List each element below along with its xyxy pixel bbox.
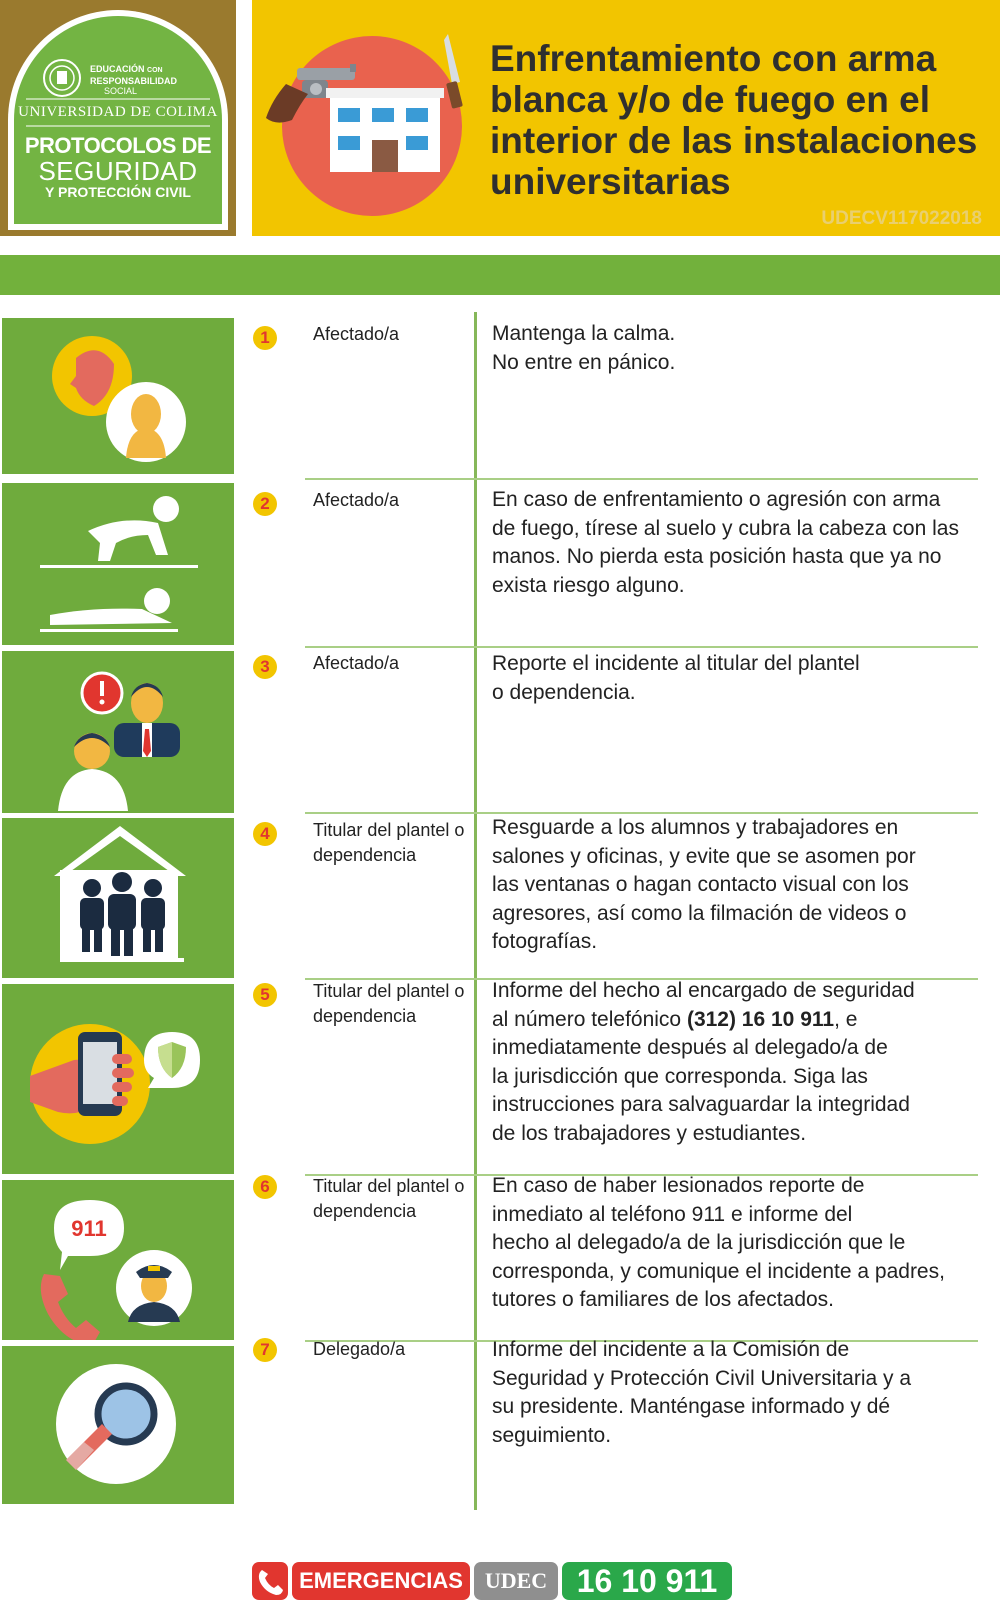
step-6-line-3: hecho al delegado/a de la jurisdicción que le (492, 1231, 906, 1254)
step-3-number: 3 (253, 655, 277, 679)
step-1-illustration (2, 318, 234, 474)
step-4-line-3: las ventanas o hagan contacto visual con los (492, 873, 909, 896)
step-1-actor: Afectado/a (313, 324, 400, 344)
step-5-line-2-end: , e (834, 1007, 858, 1031)
step-5-instruction (492, 977, 982, 1148)
protocol-line3: Y PROTECCIÓN CIVIL (45, 184, 191, 200)
phone-security-shield-icon (2, 984, 234, 1174)
step-4-line-5: fotografías. (492, 930, 598, 953)
step-6-number: 6 (253, 1175, 277, 1199)
step-2-illustration (2, 483, 234, 645)
step-separator (305, 478, 978, 480)
step-4-line-1: Resguarde a los alumnos y trabajadores en (492, 816, 899, 839)
step-7-actor: Delegado/a (313, 1339, 406, 1359)
step-2-instruction (492, 486, 982, 600)
logo-motto (90, 64, 177, 96)
step-2-line-3: manos. No pierda esta posición hasta que ya no (492, 545, 942, 568)
step-4-actor: Titular del plantel o dependencia (313, 820, 465, 865)
step-6-actor: Titular del plantel o dependencia (313, 1176, 465, 1221)
step-2-line-1: En caso de enfrentamiento o agresión con arma (492, 488, 941, 511)
step-1-line-1: Mantenga la calma. (492, 322, 676, 345)
magnifier-icon (2, 1346, 234, 1504)
step-6-line-4: corresponda, y comunique el incidente a padres, (492, 1259, 945, 1283)
phone-icon (252, 1562, 288, 1600)
calm-faces-icon (2, 318, 234, 474)
emergency-label: EMERGENCIAS (292, 1562, 470, 1600)
step-5-line-5: instrucciones para salvaguardar la integridad (492, 1093, 910, 1116)
step-1-number: 1 (253, 326, 277, 350)
step-1-instruction (492, 320, 982, 377)
university-logo (14, 16, 222, 224)
step-separator (305, 646, 978, 648)
step-1-line-2: No entre en pánico. (492, 350, 676, 374)
step-6-line-5: tutores o familiares de los afectados. (492, 1288, 835, 1311)
step-2-number: 2 (253, 492, 277, 516)
step-7-line-4: seguimiento. (492, 1423, 612, 1447)
step-4-line-2: salones y oficinas, y evite que se asomen por (492, 844, 916, 868)
step-7-line-3: su presidente. Manténgase informado y dé (492, 1395, 891, 1418)
udec-label: UDEC (474, 1562, 558, 1600)
green-divider-band (0, 255, 1000, 295)
logo-motto-line1: EDUCACIÓN (90, 64, 145, 74)
step-3-illustration (2, 651, 234, 813)
step-5-line-6: de los trabajadores y estudiantes. (492, 1121, 807, 1145)
step-5-actor: Titular del plantel o dependencia (313, 981, 465, 1026)
logo-motto-line2: RESPONSABILIDAD (90, 76, 178, 86)
step-7-number: 7 (253, 1338, 277, 1362)
armed-building-icon (252, 0, 482, 236)
step-5-line-2: al número telefónico (492, 1007, 687, 1031)
step-5-line-3: inmediatamente después al delegado/a de (492, 1036, 888, 1059)
step-7-line-2: Seguridad y Protección Civil Universitaria y a (492, 1366, 912, 1390)
people-sheltered-in-house-icon (2, 818, 234, 978)
step-6-illustration (2, 1180, 234, 1340)
university-name: UNIVERSIDAD DE COLIMA (18, 104, 218, 120)
step-6-line-2: inmediato al teléfono 911 e informe del (492, 1202, 853, 1226)
page-title: Enfrentamiento con arma blanca y/o de fuego en el interior de las instalaciones universitarias (490, 38, 978, 202)
protocol-line2: SEGURIDAD (38, 156, 198, 186)
step-7-line-1: Informe del incidente a la Comisión de (492, 1338, 850, 1361)
crouching-people-icon (2, 483, 234, 645)
step-2-actor: Afectado/a (313, 490, 400, 510)
step-5-line-1: Informe del hecho al encargado de seguridad (492, 979, 915, 1002)
step-3-line-2: o dependencia. (492, 680, 636, 704)
logo-motto-line3: SOCIAL (104, 86, 138, 96)
call-911-police-icon (2, 1180, 234, 1340)
step-7-instruction (492, 1336, 982, 1450)
protocol-line1: PROTOCOLOS DE (24, 133, 212, 158)
step-2-line-4: exista riesgo alguno. (492, 573, 685, 597)
step-3-instruction (492, 650, 982, 707)
phone-icon-box (252, 1562, 288, 1600)
step-2-line-2: de fuego, tírese al suelo y cubra la cabeza con las (492, 516, 959, 540)
document-code: UDECV117022018 (821, 208, 982, 229)
step-7-illustration (2, 1346, 234, 1504)
step-4-line-4: agresores, así como la filmación de videos o (492, 901, 907, 925)
step-5-number: 5 (253, 983, 277, 1007)
security-phone-number: (312) 16 10 911 (686, 1007, 835, 1031)
report-to-boss-icon (2, 651, 234, 813)
step-6-instruction (492, 1172, 982, 1315)
step-3-actor: Afectado/a (313, 653, 400, 673)
step-4-illustration (2, 818, 234, 978)
step-4-instruction (492, 814, 982, 957)
step-4-number: 4 (253, 822, 277, 846)
emergency-phone-number: 16 10 911 (562, 1562, 732, 1600)
step-3-line-1: Reporte el incidente al titular del plantel (492, 652, 860, 675)
logo-motto-suffix: CON (147, 67, 163, 74)
step-5-illustration (2, 984, 234, 1174)
step-5-line-4: la jurisdicción que corresponda. Siga las (492, 1064, 868, 1088)
bubble-911-label: 911 (71, 1216, 107, 1241)
step-6-line-1: En caso de haber lesionados reporte de (492, 1174, 865, 1197)
